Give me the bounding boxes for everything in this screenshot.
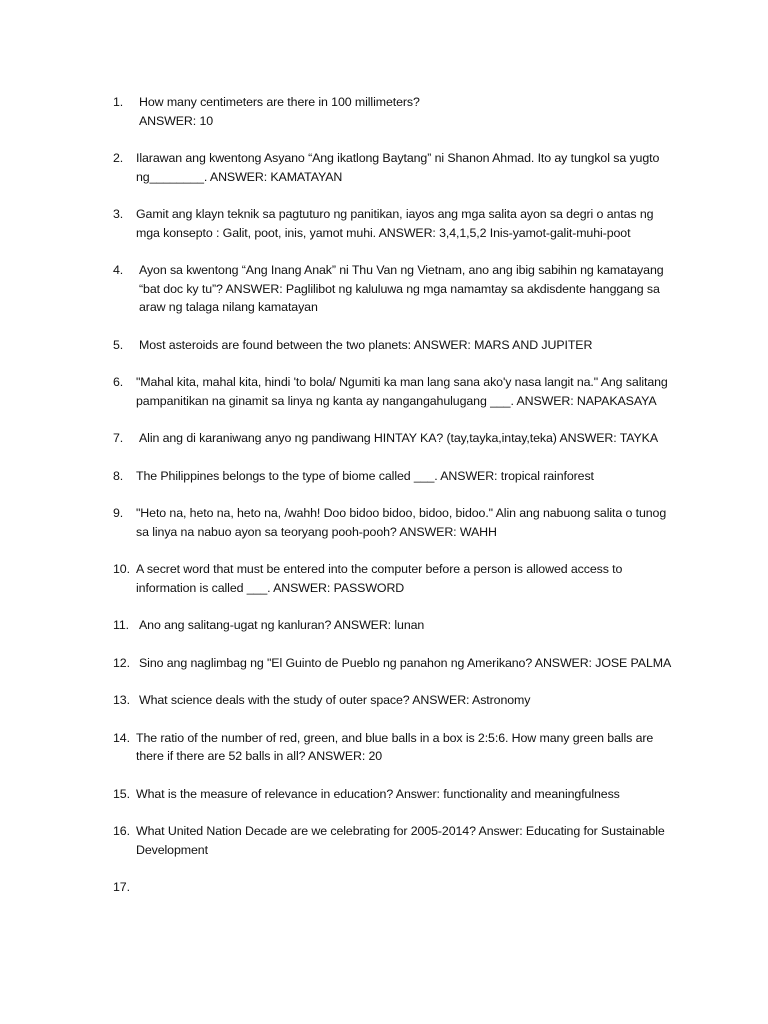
item-text: What United Nation Decade are we celebrating for 2005-2014? Answer: Educating for Sustainable Development (136, 824, 665, 857)
item-number: 1. (113, 95, 124, 109)
list-item (113, 504, 673, 541)
list-item (113, 785, 673, 804)
list-item (113, 93, 673, 130)
item-number: 13. (113, 693, 130, 707)
item-number: 12. (113, 655, 130, 670)
item-number: 8. (113, 468, 124, 483)
item-text: How many centimeters are there in 100 millimeters? (139, 95, 420, 109)
item-number: 17. (113, 880, 130, 894)
item-number: 9. (113, 506, 124, 520)
item-text: "Heto na, heto na, heto na, /wahh! Doo bidoo bidoo, bidoo, bidoo." Alin ang nabuong salita o tunog sa linya na nabuo ayon sa teoryang pooh-pooh? ANSWER: WAHH (136, 506, 667, 539)
item-text: Alin ang di karaniwang anyo ng pandiwang HINTAY KA? (tay,tayka,intay,teka) ANSWER: TAYKA (139, 431, 658, 445)
question-list (113, 93, 673, 894)
list-item (113, 467, 673, 486)
list-item (113, 654, 673, 673)
item-number: 15. (113, 786, 130, 801)
item-text: Gamit ang klayn teknik sa pagtuturo ng panitikan, iayos ang mga salita ayon sa degri o antas ng mga konsepto : Galit, poot, inis, yamot muhi. ANSWER: 3,4,1,5,2 Inis-yamot-galit-muhi-poot (136, 207, 654, 240)
list-item (113, 261, 673, 317)
item-number: 3. (113, 207, 124, 221)
item-number: 7. (113, 431, 124, 445)
list-item (113, 616, 673, 635)
item-number: 6. (113, 375, 124, 389)
list-item (113, 822, 673, 859)
list-item (113, 149, 673, 186)
item-text: Sino ang naglimbag ng "El Guinto de Pueblo ng panahon ng Amerikano? ANSWER: JOSE PALMA (139, 655, 672, 670)
item-text: The Philippines belongs to the type of biome called ___. ANSWER: tropical rainforest (136, 468, 594, 483)
list-item (113, 205, 673, 242)
item-text: "Mahal kita, mahal kita, hindi 'to bola/ Ngumiti ka man lang sana ako'y nasa langit na." Ang salitang pampanitikan na ginamit sa linya ng kanta ay nangangahulugang ___. ANSWER: NAPAKASAYA (136, 375, 668, 408)
item-text: Ayon sa kwentong “Ang Inang Anak” ni Thu Van ng Vietnam, ano ang ibig sabihin ng kamatayang “bat doc ky tu”? ANSWER: Paglilibot ng kaluluwa ng mga namamtay sa akdisdente hanggang sa araw ng talaga nilang kamatayan (139, 263, 664, 314)
item-text: Ano ang salitang-ugat ng kanluran? ANSWER: lunan (139, 618, 425, 632)
item-text: Most asteroids are found between the two planets: ANSWER: MARS AND JUPITER (139, 337, 593, 352)
item-text: The ratio of the number of red, green, and blue balls in a box is 2:5:6. How many green balls are there if there are 52 balls in all? ANSWER: 20 (136, 730, 654, 763)
item-text: Ilarawan ang kwentong Asyano “Ang ikatlong Baytang” ni Shanon Ahmad. Ito ay tungkol sa yugto ng________. ANSWER: KAMATAYAN (136, 151, 660, 184)
list-item (113, 729, 673, 766)
list-item (113, 373, 673, 410)
item-text: What is the measure of relevance in education? Answer: functionality and meaningfulness (136, 786, 620, 801)
list-item (113, 429, 673, 448)
item-text: What science deals with the study of outer space? ANSWER: Astronomy (139, 693, 531, 707)
item-answer: ANSWER: 10 (139, 113, 214, 128)
item-number: 16. (113, 824, 130, 838)
list-item (113, 691, 673, 710)
list-item (113, 336, 673, 355)
list-item (113, 560, 673, 597)
item-text: A secret word that must be entered into the computer before a person is allowed access to information is called ___. ANSWER: PASSWORD (136, 562, 623, 595)
item-number: 2. (113, 151, 124, 165)
item-number: 14. (113, 730, 130, 745)
item-number: 5. (113, 337, 124, 352)
item-number: 10. (113, 562, 130, 576)
item-number: 11. (113, 618, 130, 632)
item-number: 4. (113, 263, 124, 277)
